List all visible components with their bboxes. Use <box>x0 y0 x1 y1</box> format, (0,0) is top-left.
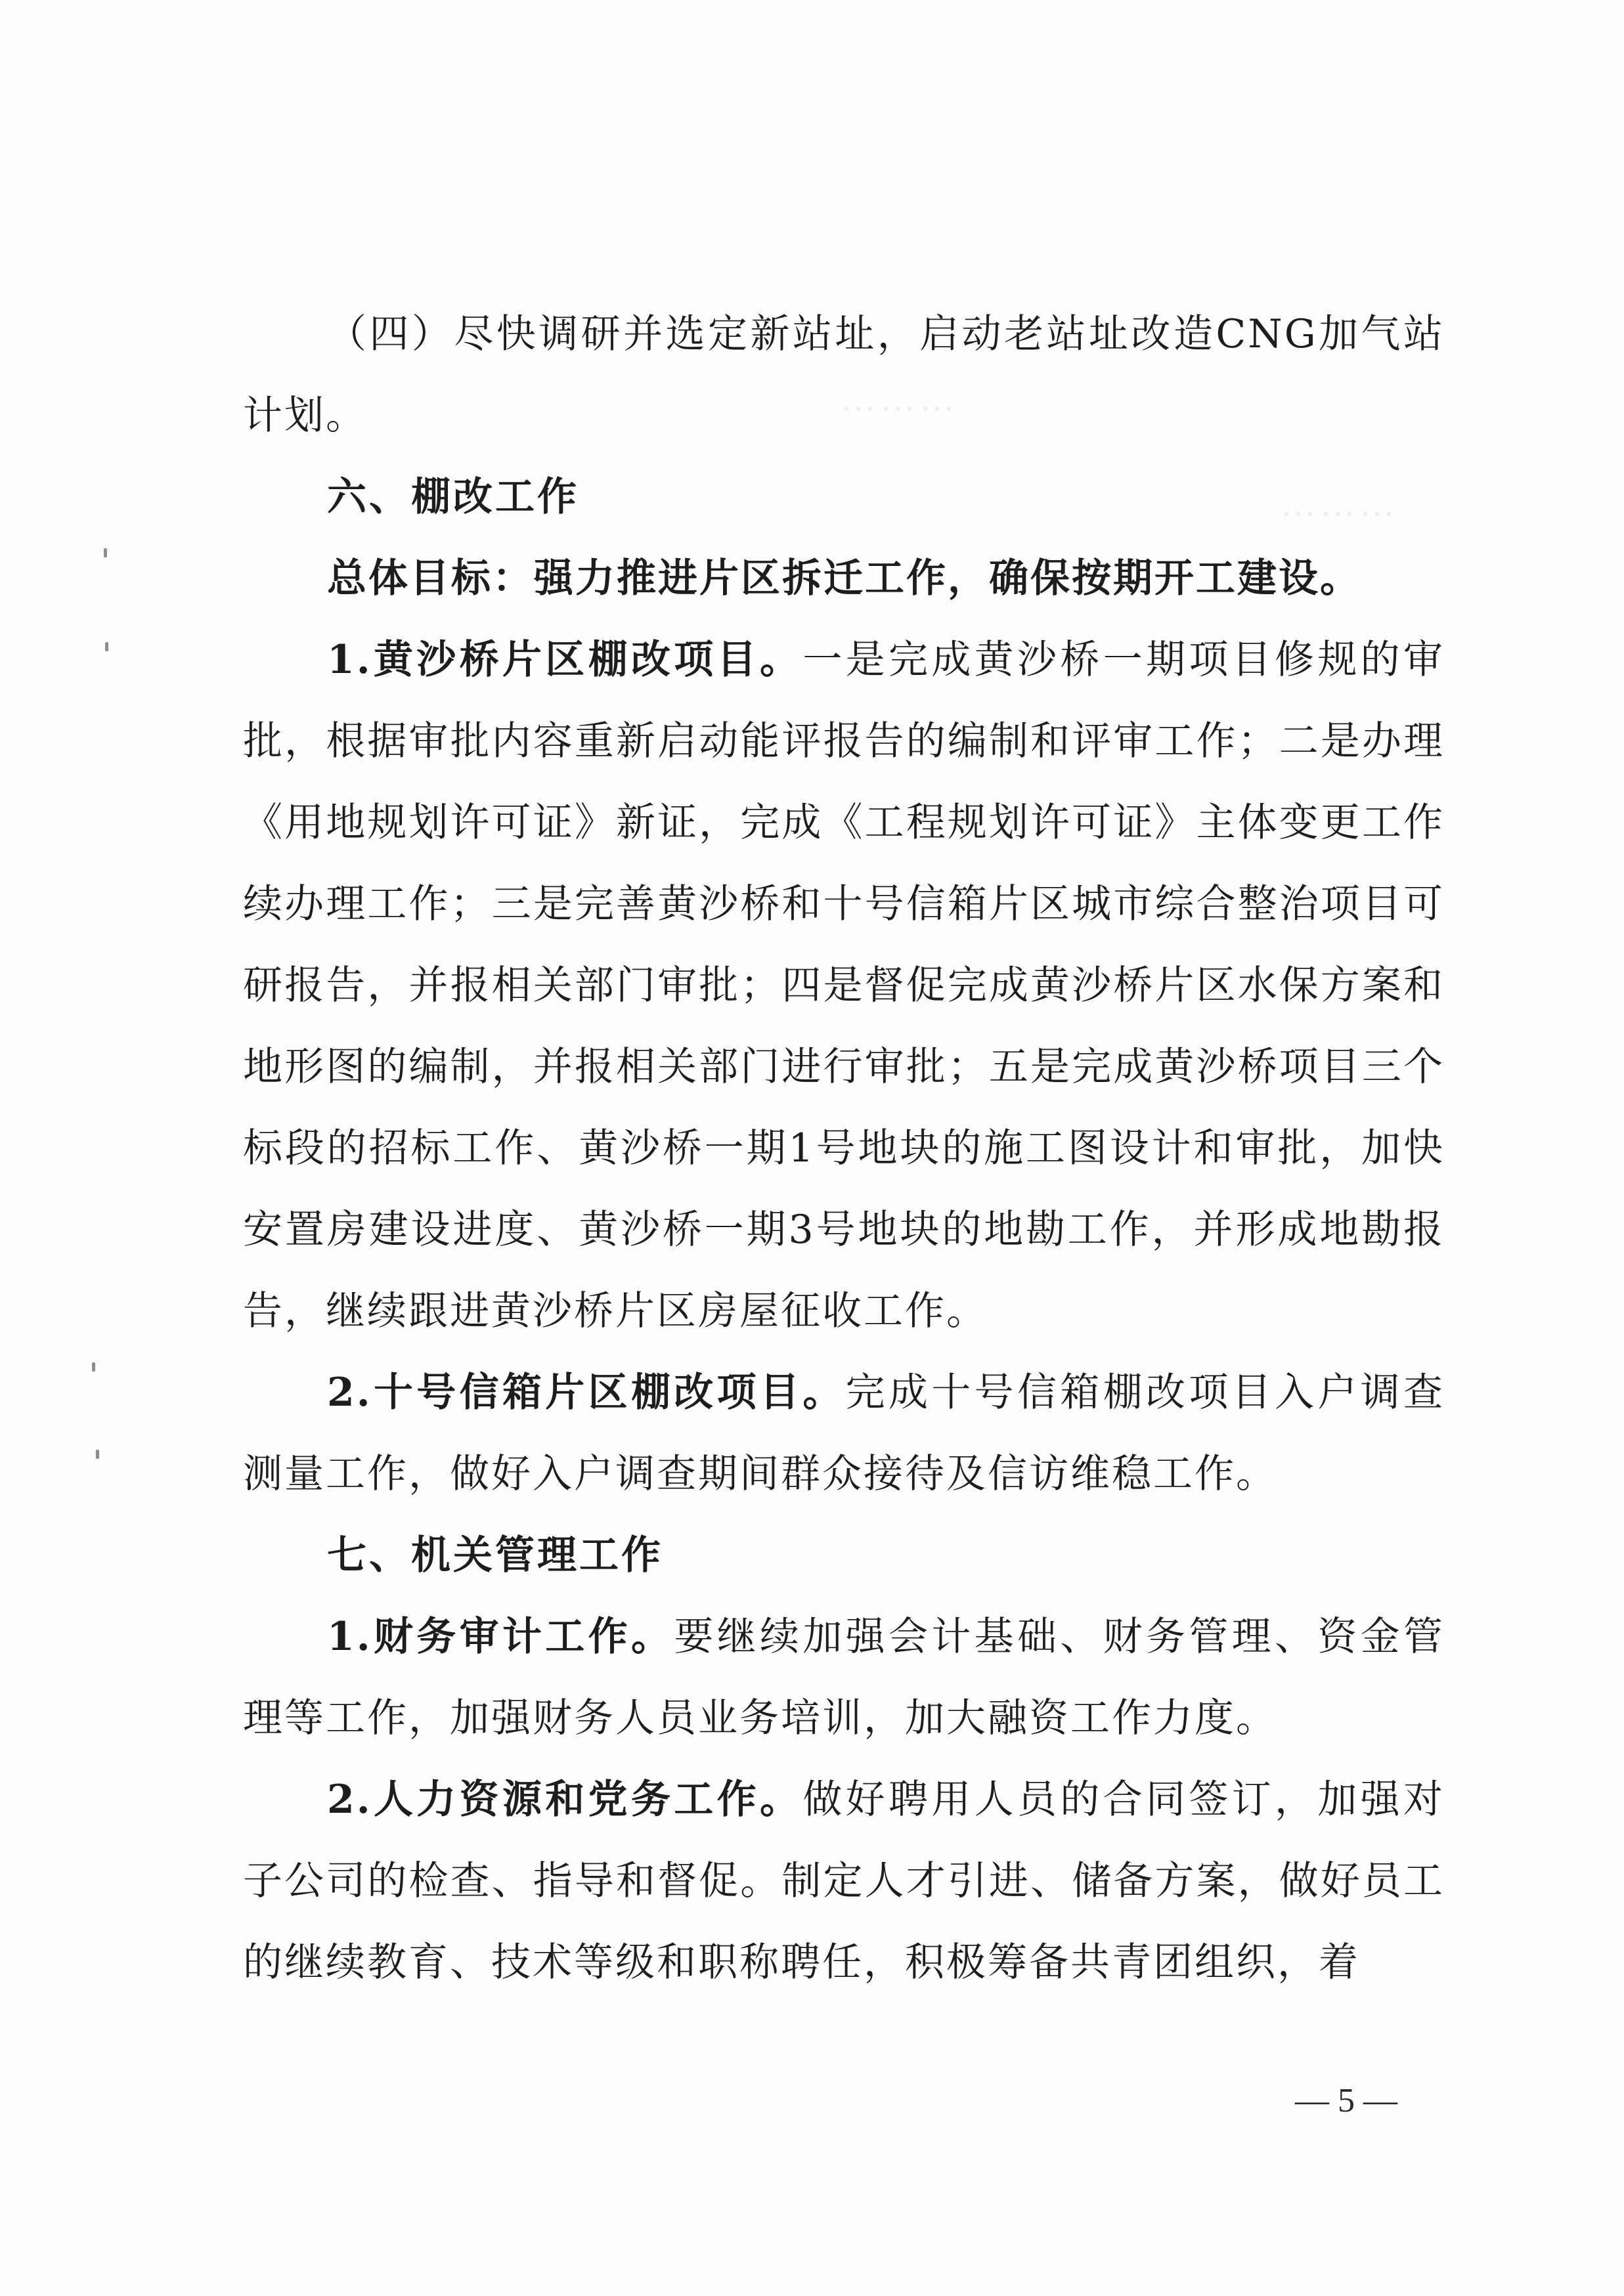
section6-heading: 六、棚改工作 <box>327 474 579 520</box>
scan-speck <box>105 642 108 651</box>
section6-goal-text: 总体目标：强力推进片区拆迁工作，确保按期开工建设。 <box>327 555 1361 601</box>
section7-item2-body: 做好聘用人员的合同签订，加强对子公司的检查、指导和督促。制定人才引进、储备方案，做好员工的继续教育、技术等级和职称聘任，积极筹备共青团组织，着 <box>243 1777 1445 1985</box>
section6-goal <box>243 538 1445 619</box>
page-number: — 5 — <box>1295 2082 1397 2119</box>
section6-item2-title: 2.十号信箱片区棚改项目。 <box>327 1370 846 1416</box>
section6-item1-title: 1.黄沙桥片区棚改项目。 <box>327 637 803 683</box>
section6-item2-body: 完成十号信箱棚改项目入户调查测量工作，做好入户调查期间群众接待及信访维稳工作。 <box>243 1370 1445 1497</box>
section6-item2 <box>243 1352 1445 1515</box>
bleed-through-text: ……… <box>1281 483 1399 524</box>
document-body <box>243 293 1445 2003</box>
section6-item1-body: 一是完成黄沙桥一期项目修规的审批，根据审批内容重新启动能评报告的编制和评审工作；二是办理《用地规划许可证》新证，完成《工程规划许可证》主体变更工作续办理工作；三是完善黄沙桥和十号信箱片区城市综合整治项目可研报告，并报相关部门审批；四是督促完成黄沙桥片区水保方案和地形图的编制，并报相关部门进行审批；五是完成黄沙桥项目三个标段的招标工作、黄沙桥一期1号地块的施工图设计和审批，加快安置房建设进度、黄沙桥一期3号地块的地勘工作，并形成地勘报告，继续跟进黄沙桥片区房屋征收工作。 <box>243 637 1445 1334</box>
section7-item2-title: 2.人力资源和党务工作。 <box>327 1777 803 1823</box>
section7-item2 <box>243 1759 1445 2003</box>
scan-speck <box>96 1450 99 1459</box>
scan-speck <box>104 548 107 557</box>
section7-heading: 七、机关管理工作 <box>327 1532 663 1578</box>
scan-speck <box>92 1362 95 1372</box>
section7-item1-body: 要继续加强会计基础、财务管理、资金管理等工作，加强财务人员业务培训，加大融资工作力度。 <box>243 1614 1445 1741</box>
section7-item1-title: 1.财务审计工作。 <box>327 1614 674 1660</box>
section4-item <box>243 293 1445 456</box>
section6-item1 <box>243 619 1445 1352</box>
section4-item-text: （四）尽快调研并选定新站址，启动老站址改造CNG加气站计划。 <box>243 311 1445 439</box>
section7-item1 <box>243 1596 1445 1759</box>
bleed-through-text: ……… <box>841 378 959 419</box>
